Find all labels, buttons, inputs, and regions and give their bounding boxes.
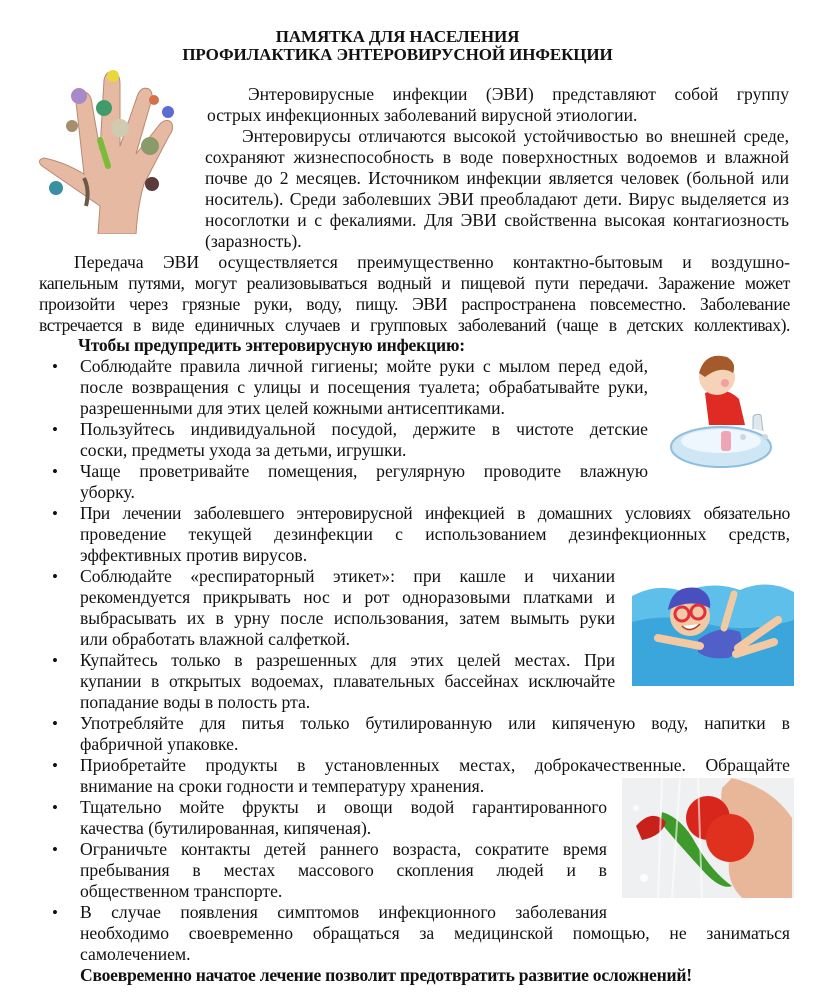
intro-p2-line-6: (заразность).: [205, 231, 302, 251]
item-9-line-1: Тщательно мойте фрукты и овощи водой гарантированного: [80, 797, 607, 817]
item-3-line-1: Чаще проветривайте помещения, регулярную проводите влажную: [80, 461, 648, 481]
item-11-line-2: необходимо своевременно обращаться за медицинской помощью, не заниматься: [80, 923, 790, 943]
title-line-1: ПАМЯТКА ДЛЯ НАСЕЛЕНИЯ: [275, 27, 520, 46]
item-4-line-2: проведение текущей дезинфекции с использованием дезинфекционных средств,: [80, 524, 790, 544]
prevention-heading: Чтобы предупредить энтеровирусную инфекцию:: [78, 335, 465, 355]
intro-p3-line-3: произойти через грязные руки, воду, пищу. ЭВИ распространена повсеместно. Заболевание: [39, 294, 790, 314]
item-5-line-4: или обработать влажной салфеткой.: [80, 629, 351, 649]
item-5-line-2: рекомендуется прикрывать нос и рот одноразовыми платками и: [80, 587, 615, 607]
bullet-4: •: [52, 504, 58, 523]
bullet-9: •: [52, 798, 58, 817]
item-7-line-2: фабричной упаковке.: [80, 734, 239, 754]
item-10-line-3: общественном транспорте.: [80, 881, 283, 901]
item-6-line-1: Купайтесь только в разрешенных для этих целей местах. При: [80, 650, 615, 670]
item-5-line-3: выбрасывать их в урну после использования, затем вымыть руки: [80, 608, 615, 628]
bullet-7: •: [52, 714, 58, 733]
boy-washing-hands-image: [665, 343, 785, 471]
bullet-6: •: [52, 651, 58, 670]
intro-p2-line-4: носитель). Среди заболевших ЭВИ преобладают дети. Вирус выделяется из: [205, 189, 789, 209]
intro-p2-line-3: почве до 2 месяцев. Источником инфекции является человек (больной или: [205, 168, 789, 188]
title-line-2: ПРОФИЛАКТИКА ЭНТЕРОВИРУСНОЙ ИНФЕКЦИИ: [182, 45, 613, 64]
intro-p1-line-1: Энтеровирусные инфекции (ЭВИ) представляют собой группу: [248, 84, 789, 104]
item-1-line-2: после возвращения с улицы и посещения туалета; обрабатывайте руки,: [80, 377, 648, 397]
closing-statement: Своевременно начатое лечение позволит предотвратить развитие осложнений!: [80, 965, 692, 985]
bullet-11: •: [52, 903, 58, 922]
item-11-line-1: В случае появления симптомов инфекционного заболевания: [80, 902, 607, 922]
bullet-3: •: [52, 462, 58, 481]
intro-p3-line-4: встречается в виде единичных случаев и групповых заболеваний (чаще в детских коллективах).: [39, 315, 790, 335]
bullet-8: •: [52, 756, 58, 775]
item-10-line-1: Ограничьте контакты детей раннего возраста, сократите время: [80, 839, 607, 859]
item-2-line-1: Пользуйтесь индивидуальной посудой, держите в чистоте детские: [80, 419, 648, 439]
intro-p2-line-5: носоглотки и с фекалиями. Для ЭВИ свойственна высокая контагиозность: [205, 210, 789, 230]
washing-vegetables-image: [622, 778, 794, 898]
intro-p2-line-1: Энтеровирусы отличаются высокой устойчивостью во внешней среде,: [242, 126, 789, 146]
intro-p2-line-2: сохраняют жизнеспособность в воде поверхностных водоемов и влажной: [205, 147, 789, 167]
bullet-2: •: [52, 420, 58, 439]
girl-swimming-image: [628, 562, 798, 690]
item-4-line-3: эффективных против вирусов.: [80, 545, 308, 565]
item-1-line-1: Соблюдайте правила личной гигиены; мойте руки с мылом перед едой,: [80, 356, 648, 376]
item-3-line-2: уборку.: [80, 482, 135, 502]
intro-p3-line-2: капельным путями, могут реализовываться водный и пищевой пути передачи. Заражение может: [39, 273, 790, 293]
item-6-line-3: попадание воды в полость рта.: [80, 692, 311, 712]
bullet-5: •: [52, 567, 58, 586]
hand-germs-image: [28, 66, 200, 234]
item-10-line-2: пребывания в местах массового скопления людей и в: [80, 860, 607, 880]
item-5-line-1: Соблюдайте «респираторный этикет»: при кашле и чихании: [80, 566, 615, 586]
item-9-line-2: качества (бутилированная, кипяченая).: [80, 818, 372, 838]
item-11-line-3: самолечением.: [80, 944, 191, 964]
bullet-10: •: [52, 840, 58, 859]
bullet-1: •: [52, 357, 58, 376]
item-2-line-2: соски, предметы ухода за детьми, игрушки.: [80, 440, 407, 460]
item-1-line-3: разрешенными для этих целей кожными антисептиками.: [80, 398, 505, 418]
item-8-line-1: Приобретайте продукты в установленных местах, доброкачественные. Обращайте: [80, 755, 790, 775]
item-4-line-1: При лечении заболевшего энтеровирусной инфекцией в домашних условиях обязательно: [80, 503, 790, 523]
item-6-line-2: купании в открытых водоемах, плавательных бассейнах исключайте: [80, 671, 615, 691]
item-8-line-2: внимание на сроки годности и температуру хранения.: [80, 776, 485, 796]
intro-p1-line-2: острых инфекционных заболеваний вирусной этиологии.: [207, 105, 638, 125]
intro-p3-line-1: Передача ЭВИ осуществляется преимущественно контактно-бытовым и воздушно-: [74, 252, 790, 272]
item-7-line-1: Употребляйте для питья только бутилированную или кипяченую воду, напитки в: [80, 713, 790, 733]
